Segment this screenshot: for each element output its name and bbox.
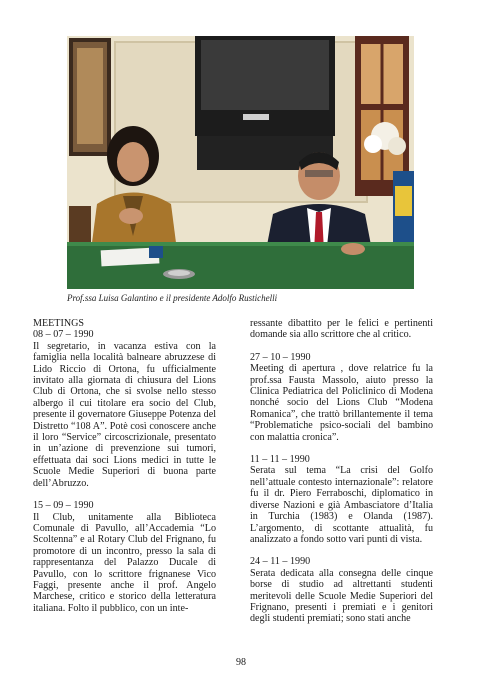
entry-date: 15 – 09 – 1990 — [33, 500, 94, 512]
entry-date: 08 – 07 – 1990 — [33, 329, 94, 341]
right-column — [250, 318, 433, 636]
photo-illustration — [67, 36, 414, 289]
entry-text: Meeting di apertura , dove relatrice fu la prof.ssa Fausta Massolo, aiuto presso la Clinica Pediatrica del Policlinico di Modena nonché socio del Lions Club “Modena Romanica”, che trattò brillantemente il tema “Problematiche psico-sociali del bambino con malattia cronica”. — [250, 363, 433, 443]
left-column — [33, 318, 216, 625]
continued-text: ressante dibattito per le felici e pertinenti domande sia allo scrittore che al critico. — [250, 318, 433, 341]
page-number: 98 — [236, 657, 246, 668]
photo — [67, 36, 414, 289]
meeting-entry — [250, 352, 433, 443]
section-heading: MEETINGS — [33, 318, 85, 329]
continued-text-block — [250, 318, 433, 341]
entry-date: 27 – 10 – 1990 — [250, 351, 311, 363]
entry-date: 11 – 11 – 1990 — [250, 454, 310, 466]
entry-text: Il segretario, in vacanza estiva con la famiglia nella località balneare abruzzese di Lido Riccio di Ortona, fu ufficialmente invitato alla giornata di chiusura del Lions Club di Ortona, che si svolse nello stesso albergo il cui titolare era socio del Club, presente il governatore Giuseppe Potenza del Distretto “108 A”. Potè così conoscere anche il loro “Service” circoscrizionale, presentato in un’azione di prevenzione sui tumori, effettuata dai soci Lions medici in tutte le Scuole Medie Superiori di buona parte dell’Abruzzo. — [33, 340, 216, 489]
meeting-entry — [250, 556, 433, 624]
meeting-entry — [33, 500, 216, 614]
entry-text: Serata dedicata alla consegna delle cinque borse di studio ad altrettanti studenti meritevoli delle Scuole Medie Superiori del Frignano, presenti i premiati e i genitori degli studenti premiati; sono stati anche — [250, 567, 433, 625]
entry-date: 24 – 11 – 1990 — [250, 556, 311, 568]
meeting-entry — [250, 454, 433, 545]
entry-text: Il Club, unitamente alla Biblioteca Comunale di Pavullo, all’Accademia “Lo Scoltenna” e al Rotary Club del Frignano, fu promotore di un incontro, presso la sala di rappresentanza del Palazzo Ducale di Pavullo, con lo scrittore frignanese Vico Faggi, presente anche il prof. Angelo Marchese, critico e storico della letteratura italiana. Folto il pubblico, con un inte- — [33, 511, 216, 614]
entry-text: Serata sul tema “La crisi del Golfo nell’attuale contesto internazionale”: relatore fu il dr. Piero Ferraboschi, diplomatico in diverse Nazioni e già Ambasciatore d’Italia in Turchia (1983) e Olanda (1987). L’argomento, di scottante attualità, fu analizzato a fondo sotto vari punti di vista. — [250, 465, 433, 545]
meeting-entry — [33, 318, 216, 489]
photo-caption: Prof.ssa Luisa Galantino e il presidente Adolfo Rustichelli — [67, 293, 278, 303]
